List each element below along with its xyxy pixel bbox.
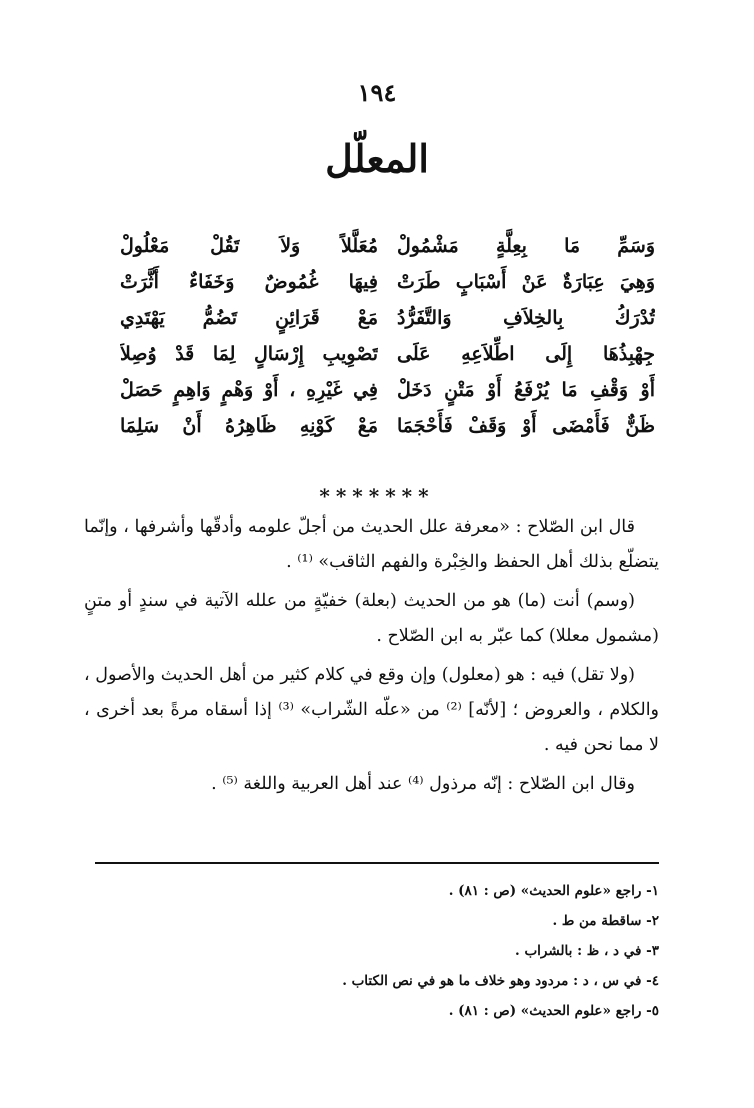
page-number: ١٩٤ — [357, 78, 397, 107]
footnote-item: ٤- في س ، د : مردود وهو خلاف ما هو في نص الكتاب . — [342, 973, 659, 989]
verse-first-hemistich: تُدْرَكُ بِالخِلاَفِ وَالتَّفَرُّدُ — [397, 307, 655, 329]
verse-line — [120, 372, 655, 408]
footnote-item: ٥- راجع «علوم الحديث» (ص : ٨١) . — [448, 1003, 659, 1019]
verse-second-hemistich: فِيهَا غُمُوضٌ وَخَفَاءٌ أَثَّرَتْ — [120, 271, 378, 293]
verse-line — [120, 336, 655, 372]
verse-second-hemistich: مَعْ قَرَائِنٍ تَضُمُّ يَهْتَدِي — [120, 307, 378, 329]
verse-line — [120, 228, 655, 264]
verse-second-hemistich: مَعْ كَوْنِهِ ظَاهِرُهُ أَنْ سَلِمَا — [120, 415, 378, 437]
footnote-divider — [95, 862, 659, 864]
footnotes-list — [95, 876, 659, 1026]
commentary-body — [84, 510, 659, 806]
verse-second-hemistich: تَصْوِيبِ إِرْسَالٍ لِمَا قَدْ وُصِلاَ — [120, 343, 378, 365]
verse-first-hemistich: وَهِيَ عِبَارَةٌ عَنْ أَسْبَابٍ طَرَتْ — [397, 271, 655, 293]
verse-first-hemistich: ظَنٌّ فَأَمْضَى أَوْ وَقَفْ فَأَحْجَمَا — [397, 415, 655, 437]
commentary-paragraph: قال ابن الصّلاح : «معرفة علل الحديث من أجلّ علومه وأدقّها وأشرفها ، وإنّما يتضلّع بذلك أهل الحفظ والخِبْرة والفهم الثاقب» ⁽¹⁾ . — [84, 517, 659, 572]
commentary-paragraph: (وسم) أنت (ما) هو من الحديث (بعلة) خفيّةٍ من علله الآتية في سندٍ أو متنٍ (مشمول معللا) كما عبّر به ابن الصّلاح . — [84, 591, 659, 646]
verse-first-hemistich: أَوْ وَقْفِ مَا يُرْفَعُ أَوْ مَتْنٍ دَخَلْ — [397, 379, 655, 401]
verse-line — [120, 264, 655, 300]
verse-first-hemistich: وَسَمِّ مَا بِعِلَّةٍ مَشْمُولْ — [397, 235, 655, 257]
verse-second-hemistich: مُعَلَّلاً وَلاَ تَقُلْ مَعْلُولْ — [120, 235, 378, 257]
section-separator: ******* — [319, 484, 435, 508]
footnote-item: ١- راجع «علوم الحديث» (ص : ٨١) . — [448, 883, 659, 899]
footnote-item: ٣- في د ، ظ : بالشراب . — [515, 943, 659, 959]
poem-block — [120, 228, 655, 444]
commentary-paragraph: (ولا تقل) فيه : هو (معلول) وإن وقع في كلام كثير من أهل الحديث والأصول ، والكلام ، والعروض ؛ [لأنّه] ⁽²⁾ من «علّه الشّراب» ⁽³⁾ إذا أسقاه مرةً بعد أخرى ، لا مما نحن فيه . — [84, 665, 660, 755]
verse-line — [120, 408, 655, 444]
footnote-item: ٢- ساقطة من ط . — [552, 913, 659, 929]
verse-second-hemistich: فِي غَيْرِهِ ، أَوْ وَهْمٍ وَاهِمٍ حَصَلْ — [120, 379, 378, 401]
commentary-paragraph: وقال ابن الصّلاح : إنّه مرذول ⁽⁴⁾ عند أهل العربية واللغة ⁽⁵⁾ . — [211, 774, 635, 794]
verse-line — [120, 300, 655, 336]
verse-first-hemistich: جِهْبِذُهَا إِلَى اطِّلاَعِهِ عَلَى — [397, 343, 655, 365]
chapter-title: المعلّل — [325, 136, 429, 181]
